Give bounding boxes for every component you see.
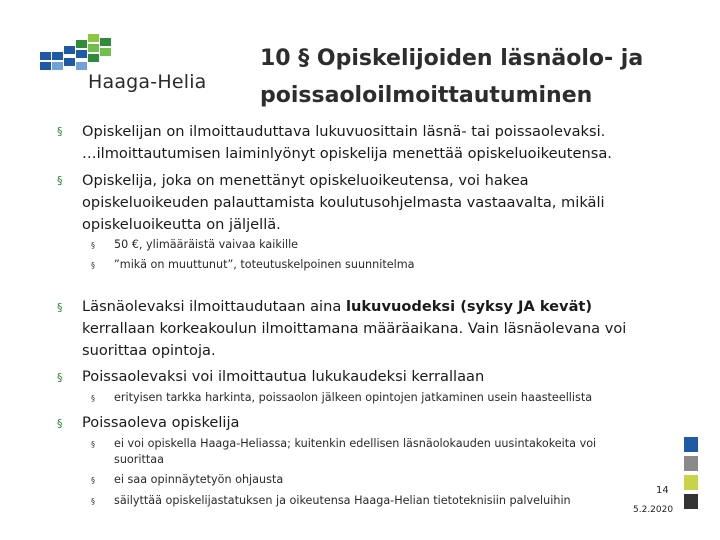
bullet-icon: §	[57, 417, 63, 430]
point-5-sub-3: säilyttää opiskelijastatuksen ja oikeutensa Haaga-Helian tietoteknisiin palveluihin	[114, 494, 571, 507]
strip-block	[684, 494, 698, 509]
point-2-sub-2: ”mikä on muuttunut”, toteutuskelpoinen suunnitelma	[114, 258, 415, 271]
point-2-sub-1: 50 €, ylimääräistä vaivaa kaikille	[114, 238, 299, 251]
bullet-icon: §	[57, 125, 63, 138]
point-2-line-3: opiskeluoikeutta on jäljellä.	[82, 216, 281, 233]
point-2-line-1: Opiskelija, joka on menettänyt opiskeluoikeutensa, voi hakea	[82, 172, 529, 189]
point-4-sub-1: erityisen tarkka harkinta, poissaolon jälkeen opintojen jatkaminen usein haasteellista	[114, 391, 593, 404]
point-1: Opiskelijan on ilmoittauduttava lukuvuosittain läsnä- tai poissaolevaksi.	[82, 123, 606, 140]
strip-block	[684, 456, 698, 471]
point-4: Poissaolevaksi voi ilmoittautua lukukaudeksi kerrallaan	[82, 368, 485, 385]
point-3-line-2: kerrallaan korkeakoulun ilmoittamana määräaikana. Vain läsnäolevana voi	[82, 320, 627, 337]
point-5-sub-2: ei saa opinnäytetyön ohjausta	[114, 473, 284, 486]
bullet-icon: §	[57, 174, 63, 187]
strip-block	[684, 437, 698, 452]
footer-date: 5.2.2020	[633, 505, 674, 515]
sub-bullet-icon: §	[91, 476, 95, 485]
logo-wordmark: Haaga-Helia	[88, 71, 207, 93]
point-3-emphasis: lukuvuodeksi (syksy JA kevät)	[345, 298, 593, 315]
point-5-sub-1-line-1: ei voi opiskella Haaga-Heliassa; kuitenkin edellisen läsnäolokauden uusintakokeita voi	[114, 437, 597, 450]
point-3-text: Läsnäolevaksi ilmoittaudutaan aina	[82, 298, 346, 315]
sub-bullet-icon: §	[91, 497, 95, 506]
sub-bullet-icon: §	[91, 394, 95, 403]
sub-bullet-icon: §	[91, 261, 95, 270]
point-3-line-3: suorittaa opintoja.	[82, 342, 216, 359]
point-1-continued: …ilmoittautumisen laiminlyönyt opiskelija menettää opiskeluoikeutensa.	[82, 145, 612, 162]
bullet-icon: §	[57, 301, 63, 314]
title-line-1: 10 § Opiskelijoiden läsnäolo- ja	[260, 46, 644, 71]
point-2-line-2: opiskeluoikeuden palauttamista koulutusohjelmasta vastaavalta, mikäli	[82, 194, 605, 211]
title-line-2: poissaoloilmoittautuminen	[260, 83, 593, 108]
strip-block	[684, 475, 698, 490]
bullet-icon: §	[57, 371, 63, 384]
color-strip-decoration	[684, 437, 698, 513]
point-5-sub-1-line-2: suorittaa	[114, 453, 164, 466]
sub-bullet-icon: §	[91, 440, 95, 449]
page-number: 14	[656, 485, 669, 496]
point-3-line-1	[82, 296, 662, 318]
sub-bullet-icon: §	[91, 241, 95, 250]
point-5: Poissaoleva opiskelija	[82, 414, 240, 431]
